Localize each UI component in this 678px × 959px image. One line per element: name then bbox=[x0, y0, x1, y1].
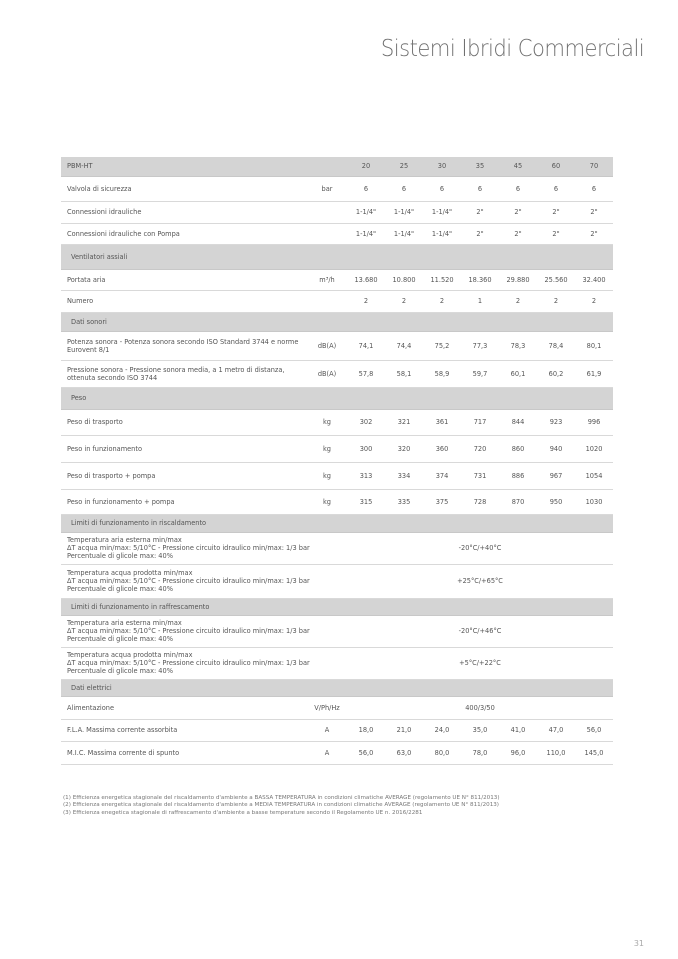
row-unit: kg bbox=[307, 489, 347, 514]
row-value: 2" bbox=[575, 223, 613, 244]
table-row bbox=[61, 290, 613, 312]
table-row bbox=[61, 741, 613, 764]
row-label: Portata aria bbox=[61, 269, 307, 290]
row-value: 374 bbox=[423, 462, 461, 489]
row-value: 11.520 bbox=[423, 269, 461, 290]
row-value: 1020 bbox=[575, 435, 613, 462]
section-title: Ventilatori assiali bbox=[61, 244, 613, 269]
row-value: 96,0 bbox=[499, 741, 537, 764]
row-value: 41,0 bbox=[499, 719, 537, 741]
row-value: 334 bbox=[385, 462, 423, 489]
row-value: 47,0 bbox=[537, 719, 575, 741]
row-value: 361 bbox=[423, 409, 461, 435]
row-value: 844 bbox=[499, 409, 537, 435]
row-unit: kg bbox=[307, 409, 347, 435]
row-value: 18,0 bbox=[347, 719, 385, 741]
section-title: Limiti di funzionamento in riscaldamento bbox=[61, 514, 613, 532]
row-value: 32.400 bbox=[575, 269, 613, 290]
table-row bbox=[61, 564, 613, 598]
row-label-line: Percentuale di glicole max: 40% bbox=[67, 585, 173, 594]
table-row bbox=[61, 532, 613, 564]
row-value: 335 bbox=[385, 489, 423, 514]
table-row bbox=[61, 462, 613, 489]
table-row bbox=[61, 201, 613, 223]
row-label: Connessioni idrauliche con Pompa bbox=[61, 223, 307, 244]
row-unit: bar bbox=[307, 176, 347, 201]
unit-header bbox=[307, 157, 347, 176]
row-value: 78,3 bbox=[499, 331, 537, 360]
row-value: 315 bbox=[347, 489, 385, 514]
row-label-line: ΔT acqua min/max: 5/10°C - Pressione circuito idraulico min/max: 1/3 bar bbox=[67, 576, 310, 585]
row-value: 375 bbox=[423, 489, 461, 514]
model-header: 30 bbox=[423, 157, 461, 176]
row-unit: kg bbox=[307, 462, 347, 489]
row-unit bbox=[307, 223, 347, 244]
row-label: M.I.C. Massima corrente di spunto bbox=[61, 741, 307, 764]
row-value: 77,3 bbox=[461, 331, 499, 360]
row-value: 717 bbox=[461, 409, 499, 435]
section-title: Limiti di funzionamento in raffrescamento bbox=[61, 598, 613, 615]
model-header: 20 bbox=[347, 157, 385, 176]
row-label: Peso in funzionamento + pompa bbox=[61, 489, 307, 514]
row-value: 2 bbox=[385, 290, 423, 312]
row-unit: kg bbox=[307, 435, 347, 462]
spec-table bbox=[61, 157, 613, 765]
row-label bbox=[61, 647, 347, 679]
row-value: -20°C/+46°C bbox=[347, 615, 613, 647]
row-unit bbox=[307, 290, 347, 312]
row-label bbox=[61, 615, 347, 647]
row-value: 2 bbox=[347, 290, 385, 312]
table-row bbox=[61, 489, 613, 514]
row-label-line: ΔT acqua min/max: 5/10°C - Pressione circuito idraulico min/max: 1/3 bar bbox=[67, 658, 310, 667]
row-value: 728 bbox=[461, 489, 499, 514]
row-value: 996 bbox=[575, 409, 613, 435]
table-row bbox=[61, 719, 613, 741]
row-value: 24,0 bbox=[423, 719, 461, 741]
row-value: 59,7 bbox=[461, 360, 499, 387]
row-label-line: ΔT acqua min/max: 5/10°C - Pressione circuito idraulico min/max: 1/3 bar bbox=[67, 543, 310, 552]
row-value: 61,9 bbox=[575, 360, 613, 387]
row-value: 25.560 bbox=[537, 269, 575, 290]
spec-table-body bbox=[61, 157, 613, 764]
row-value: 80,0 bbox=[423, 741, 461, 764]
section-title: Peso bbox=[61, 387, 613, 409]
section-title: Dati elettrici bbox=[61, 679, 613, 696]
table-row bbox=[61, 176, 613, 201]
row-value: 860 bbox=[499, 435, 537, 462]
table-header-row bbox=[61, 157, 613, 176]
row-value: 78,0 bbox=[461, 741, 499, 764]
row-value: 6 bbox=[461, 176, 499, 201]
row-label-line: Temperatura aria esterna min/max bbox=[67, 535, 182, 544]
row-value: 35,0 bbox=[461, 719, 499, 741]
model-header: 60 bbox=[537, 157, 575, 176]
row-value: 940 bbox=[537, 435, 575, 462]
row-value: 967 bbox=[537, 462, 575, 489]
row-label-line: Temperatura aria esterna min/max bbox=[67, 618, 182, 627]
row-unit: A bbox=[307, 719, 347, 741]
model-header: 70 bbox=[575, 157, 613, 176]
row-value: 1-1/4" bbox=[385, 223, 423, 244]
model-header: 35 bbox=[461, 157, 499, 176]
row-value: +5°C/+22°C bbox=[347, 647, 613, 679]
page-number: 31 bbox=[633, 939, 644, 948]
footnote: (1) Efficienza energetica stagionale del riscaldamento d'ambiente a BASSA TEMPERATURA in condizioni climatiche AVERAGE (regolamento UE N° 811/2013) bbox=[63, 795, 500, 801]
footnotes bbox=[63, 795, 623, 817]
section-header-row bbox=[61, 598, 613, 615]
row-value: 2 bbox=[537, 290, 575, 312]
model-header: 25 bbox=[385, 157, 423, 176]
row-unit: dB(A) bbox=[307, 331, 347, 360]
table-row bbox=[61, 615, 613, 647]
row-value: 321 bbox=[385, 409, 423, 435]
row-value: 1054 bbox=[575, 462, 613, 489]
row-value: 870 bbox=[499, 489, 537, 514]
row-label: Alimentazione bbox=[61, 696, 307, 719]
row-label-line: ΔT acqua min/max: 5/10°C - Pressione circuito idraulico min/max: 1/3 bar bbox=[67, 626, 310, 635]
row-value: 6 bbox=[499, 176, 537, 201]
row-value: 13.680 bbox=[347, 269, 385, 290]
section-header-row bbox=[61, 679, 613, 696]
row-label: Numero bbox=[61, 290, 307, 312]
model-label: PBM-HT bbox=[61, 157, 307, 176]
row-value: 6 bbox=[423, 176, 461, 201]
model-header: 45 bbox=[499, 157, 537, 176]
row-value: 2" bbox=[461, 201, 499, 223]
row-unit: m³/h bbox=[307, 269, 347, 290]
row-label: Peso di trasporto bbox=[61, 409, 307, 435]
row-value: 2 bbox=[499, 290, 537, 312]
row-value: 80,1 bbox=[575, 331, 613, 360]
table-row bbox=[61, 435, 613, 462]
row-value: 2" bbox=[537, 223, 575, 244]
row-unit: dB(A) bbox=[307, 360, 347, 387]
row-value: 6 bbox=[575, 176, 613, 201]
table-row bbox=[61, 269, 613, 290]
row-value: 2 bbox=[575, 290, 613, 312]
row-label: Valvola di sicurezza bbox=[61, 176, 307, 201]
table-row bbox=[61, 409, 613, 435]
row-value: 145,0 bbox=[575, 741, 613, 764]
row-unit bbox=[307, 201, 347, 223]
row-value: +25°C/+65°C bbox=[347, 564, 613, 598]
row-label: Peso in funzionamento bbox=[61, 435, 307, 462]
row-value: 63,0 bbox=[385, 741, 423, 764]
row-value: 950 bbox=[537, 489, 575, 514]
row-label-line: Temperatura acqua prodotta min/max bbox=[67, 568, 193, 577]
row-value: 74,4 bbox=[385, 331, 423, 360]
row-value: 1030 bbox=[575, 489, 613, 514]
row-value: 1-1/4" bbox=[385, 201, 423, 223]
row-value: 2" bbox=[575, 201, 613, 223]
row-label-line: Percentuale di glicole max: 40% bbox=[67, 552, 173, 561]
row-value: 10.800 bbox=[385, 269, 423, 290]
page-title: Sistemi Ibridi Commerciali bbox=[380, 36, 644, 62]
row-value: 18.360 bbox=[461, 269, 499, 290]
row-value: 360 bbox=[423, 435, 461, 462]
row-value: 2 bbox=[423, 290, 461, 312]
row-value: 60,1 bbox=[499, 360, 537, 387]
row-label: Connessioni idrauliche bbox=[61, 201, 307, 223]
row-value: 60,2 bbox=[537, 360, 575, 387]
section-header-row bbox=[61, 312, 613, 331]
row-label-line: Temperatura acqua prodotta min/max bbox=[67, 650, 193, 659]
row-value: 58,9 bbox=[423, 360, 461, 387]
row-value: 1-1/4" bbox=[423, 223, 461, 244]
section-header-row bbox=[61, 514, 613, 532]
row-unit: A bbox=[307, 741, 347, 764]
row-label-line: Percentuale di glicole max: 40% bbox=[67, 635, 173, 644]
table-row bbox=[61, 223, 613, 244]
row-value: 110,0 bbox=[537, 741, 575, 764]
row-label bbox=[61, 532, 347, 564]
row-value: 75,2 bbox=[423, 331, 461, 360]
row-label bbox=[61, 564, 347, 598]
table-row bbox=[61, 360, 613, 387]
row-value: 57,8 bbox=[347, 360, 385, 387]
row-value: 300 bbox=[347, 435, 385, 462]
table-row bbox=[61, 331, 613, 360]
row-label: Pressione sonora - Pressione sonora media, a 1 metro di distanza, ottenuta secondo ISO 3744 bbox=[61, 360, 307, 387]
row-label-line: Percentuale di glicole max: 40% bbox=[67, 667, 173, 676]
row-value: 21,0 bbox=[385, 719, 423, 741]
row-value: 1-1/4" bbox=[347, 223, 385, 244]
row-value: 1 bbox=[461, 290, 499, 312]
row-value: 320 bbox=[385, 435, 423, 462]
row-value: 6 bbox=[347, 176, 385, 201]
section-title: Dati sonori bbox=[61, 312, 613, 331]
row-label: Potenza sonora - Potenza sonora secondo ISO Standard 3744 e norme Eurovent 8/1 bbox=[61, 331, 307, 360]
section-header-row bbox=[61, 387, 613, 409]
row-value: 2" bbox=[537, 201, 575, 223]
footnote: (3) Efficienza enegetica stagionale di raffrescamento d'ambiente a basse temperature secondo il Regolamento UE n. 2016/2281 bbox=[63, 809, 423, 816]
row-value: 74,1 bbox=[347, 331, 385, 360]
row-value: 720 bbox=[461, 435, 499, 462]
row-value: 2" bbox=[499, 223, 537, 244]
row-value: 313 bbox=[347, 462, 385, 489]
row-value: 56,0 bbox=[575, 719, 613, 741]
footnote: (2) Efficienza energetica stagionale del riscaldamento d'ambiente a MEDIA TEMPERATURA in condizioni climatiche AVERAGE (regolamento UE N° 811/2013) bbox=[63, 802, 499, 809]
row-value: 78,4 bbox=[537, 331, 575, 360]
table-row bbox=[61, 647, 613, 679]
row-value: 6 bbox=[385, 176, 423, 201]
row-label: Peso di trasporto + pompa bbox=[61, 462, 307, 489]
row-value: 886 bbox=[499, 462, 537, 489]
row-value: 731 bbox=[461, 462, 499, 489]
row-value: 29.880 bbox=[499, 269, 537, 290]
row-value: 2" bbox=[499, 201, 537, 223]
row-label: F.L.A. Massima corrente assorbita bbox=[61, 719, 307, 741]
row-value: 1-1/4" bbox=[423, 201, 461, 223]
row-value: 6 bbox=[537, 176, 575, 201]
row-value: -20°C/+40°C bbox=[347, 532, 613, 564]
row-value: 58,1 bbox=[385, 360, 423, 387]
row-value: 1-1/4" bbox=[347, 201, 385, 223]
row-value: 2" bbox=[461, 223, 499, 244]
row-value: 302 bbox=[347, 409, 385, 435]
row-unit: V/Ph/Hz bbox=[307, 696, 347, 719]
row-value: 56,0 bbox=[347, 741, 385, 764]
row-value: 400/3/50 bbox=[347, 696, 613, 719]
row-value: 923 bbox=[537, 409, 575, 435]
section-header-row bbox=[61, 244, 613, 269]
table-row bbox=[61, 696, 613, 719]
